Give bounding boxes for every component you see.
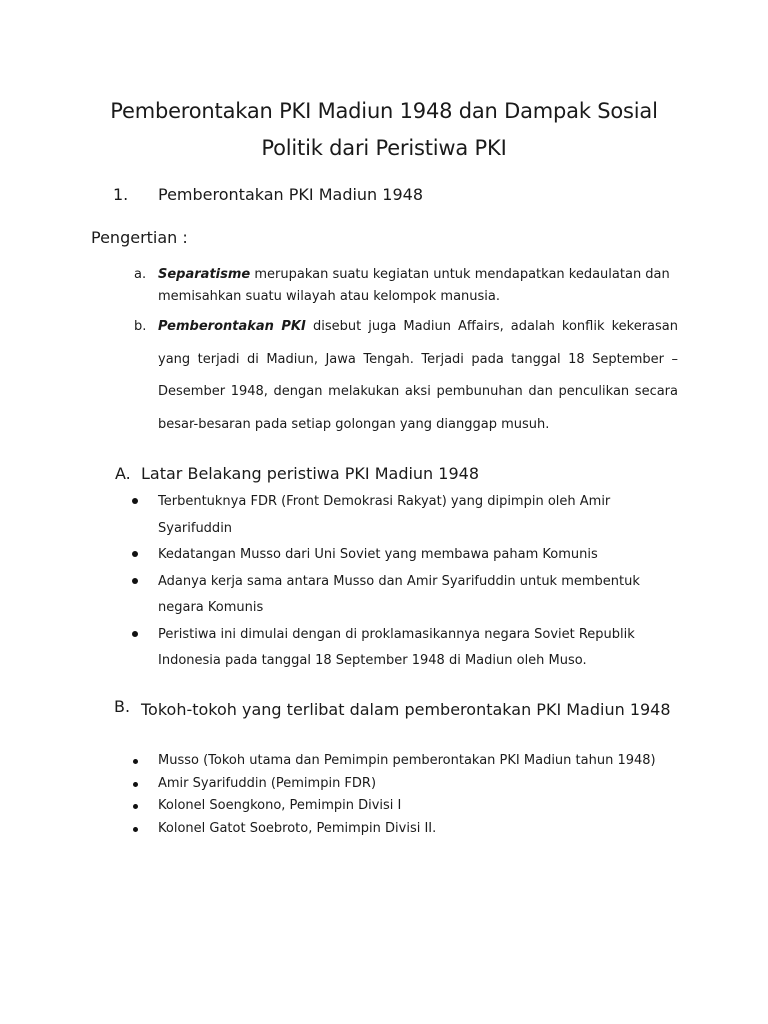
list-item <box>128 489 688 542</box>
definition-a-term: Separatisme <box>158 267 251 282</box>
list-item-text: Kolonel Gatot Soebroto, Pemimpin Divisi II. <box>158 820 437 836</box>
section-a-title: Latar Belakang peristiwa PKI Madiun 1948 <box>141 464 479 483</box>
bullet-icon <box>133 804 138 809</box>
list-item-text: Kolonel Soengkono, Pemimpin Divisi I <box>158 798 402 813</box>
bullet-icon <box>133 827 138 832</box>
section-b-title: Tokoh-tokoh yang terlibat dalam pemberontakan PKI Madiun 1948 <box>141 700 671 719</box>
definition-a-marker: a. <box>134 267 147 282</box>
definition-b-term: Pemberontakan PKI <box>158 319 306 334</box>
section-1-number: 1. <box>113 185 129 204</box>
list-item <box>128 750 688 773</box>
list-item-text: Musso (Tokoh utama dan Pemimpin pemberontakan PKI Madiun tahun 1948) <box>158 753 656 768</box>
section-a-letter: A. <box>115 464 131 483</box>
list-item <box>128 818 688 841</box>
list-item <box>128 622 688 675</box>
list-item-text: Kedatangan Musso dari Uni Soviet yang membawa paham Komunis <box>158 547 598 562</box>
list-item <box>128 795 688 818</box>
section-b-letter: B. <box>114 697 131 716</box>
bullet-icon <box>132 551 138 557</box>
list-item <box>128 542 688 569</box>
section-b-bullet-list <box>128 750 688 840</box>
definition-b-text: disebut juga Madiun Affairs, adalah konflik kekerasan yang terjadi di Madiun, Jawa Tengah. Terjadi pada tanggal 18 September – Desember 1948, dengan melakukan aksi pembunuhan dan penculikan secara besar-besaran pada setiap golongan yang dianggap musuh. <box>158 319 678 432</box>
bullet-icon <box>132 631 138 637</box>
list-item-text: Amir Syarifuddin (Pemimpin FDR) <box>158 775 377 791</box>
bullet-icon <box>133 782 138 787</box>
definition-b <box>158 311 678 441</box>
list-item <box>128 569 688 622</box>
definition-a <box>158 264 678 308</box>
list-item-text: Adanya kerja sama antara Musso dan Amir Syarifuddin untuk membentuk negara Komunis <box>158 573 640 615</box>
bullet-icon <box>132 498 138 504</box>
bullet-icon <box>132 578 138 584</box>
list-item-text: Peristiwa ini dimulai dengan di proklamasikannya negara Soviet Republik Indonesia pada tanggal 18 September 1948 di Madiun oleh Muso. <box>158 626 635 668</box>
document-title-line-1: Pemberontakan PKI Madiun 1948 dan Dampak Sosial <box>110 99 658 123</box>
bullet-icon <box>133 759 138 764</box>
definition-a-text: merupakan suatu kegiatan untuk mendapatkan kedaulatan dan memisahkan suatu wilayah atau kelompok manusia. <box>158 267 670 304</box>
definition-b-marker: b. <box>134 319 147 334</box>
pengertian-label: Pengertian : <box>91 228 188 247</box>
section-a-bullet-list <box>128 489 688 675</box>
section-1-title: Pemberontakan PKI Madiun 1948 <box>158 185 423 204</box>
list-item-text: Terbentuknya FDR (Front Demokrasi Rakyat) yang dipimpin oleh Amir Syarifuddin <box>158 494 611 536</box>
list-item <box>128 773 688 796</box>
document-title-line-2: Politik dari Peristiwa PKI <box>261 136 507 160</box>
